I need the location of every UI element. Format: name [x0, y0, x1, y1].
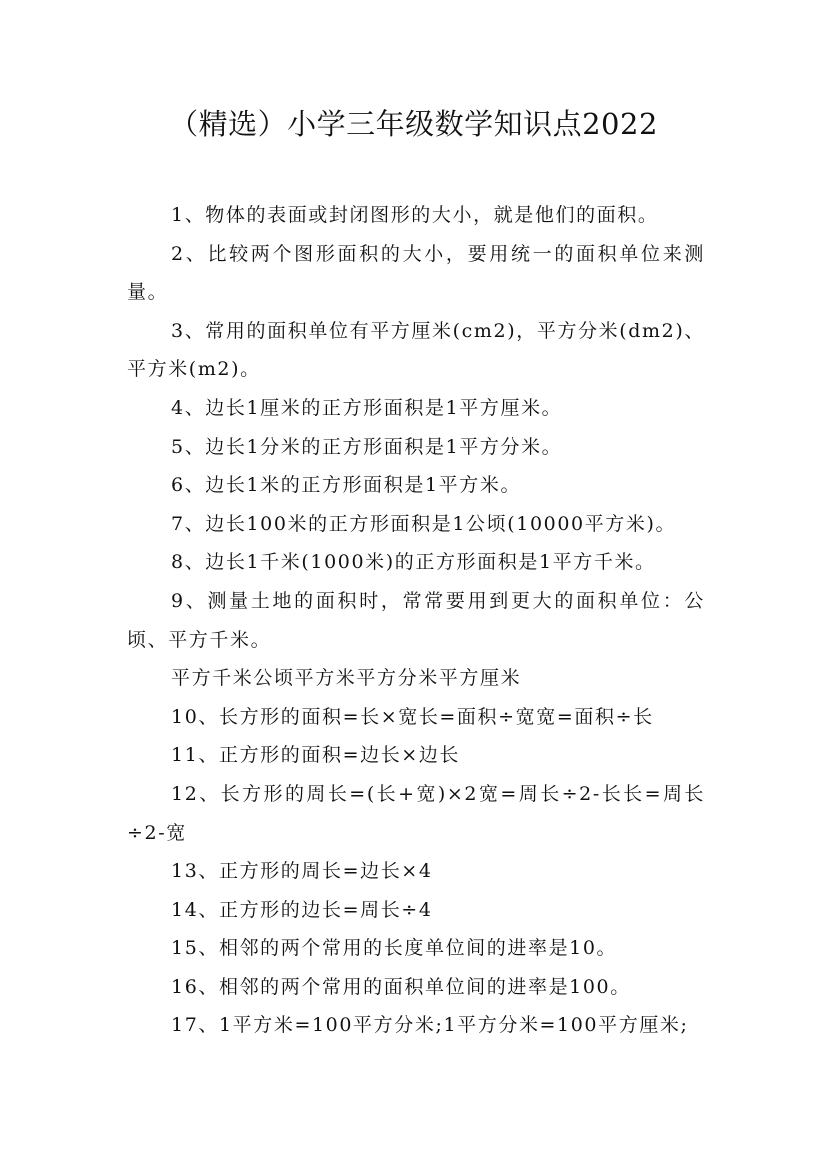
paragraph-10: 10、长方形的面积=长×宽长=面积÷宽宽=面积÷长 [171, 705, 654, 728]
document-title: （精选）小学三年级数学知识点2022 [169, 107, 658, 141]
paragraph-15: 15、相邻的两个常用的长度单位间的进率是10。 [171, 937, 618, 960]
paragraph-12: 12、长方形的周长=(长+宽)×2宽=周长÷2-长长=周长÷2-宽 [127, 782, 705, 844]
paragraph-14: 14、正方形的边长=周长÷4 [171, 898, 433, 921]
paragraph-1: 1、物体的表面或封闭图形的大小，就是他们的面积。 [171, 204, 659, 226]
paragraph-2: 2、比较两个图形面积的大小，要用统一的面积单位来测量。 [127, 242, 705, 304]
paragraph-9: 9、测量土地的面积时，常常要用到更大的面积单位：公顷、平方千米。 [127, 589, 705, 651]
paragraph-11: 11、正方形的面积=边长×边长 [171, 744, 461, 767]
paragraph-13: 13、正方形的周长=边长×4 [171, 860, 433, 883]
paragraph-8: 8、边长1千米(1000米)的正方形面积是1平方千米。 [171, 551, 656, 574]
paragraph-16: 16、相邻的两个常用的面积单位间的进率是100。 [171, 975, 631, 998]
paragraph-4: 4、边长1厘米的正方形面积是1平方厘米。 [171, 396, 563, 419]
paragraph-7: 7、边长100米的正方形面积是1公顷(10000平方米)。 [171, 512, 677, 535]
paragraph-3: 3、常用的面积单位有平方厘米(cm2)，平方分米(dm2)、平方米(m2)。 [127, 319, 705, 381]
document-body [127, 196, 705, 1045]
paragraph-17: 17、1平方米=100平方分米;1平方分米=100平方厘米; [171, 1014, 689, 1037]
paragraph-unit-order: 平方千米公顷平方米平方分米平方厘米 [171, 667, 522, 690]
paragraph-6: 6、边长1米的正方形面积是1平方米。 [171, 474, 522, 497]
paragraph-5: 5、边长1分米的正方形面积是1平方分米。 [171, 435, 563, 458]
